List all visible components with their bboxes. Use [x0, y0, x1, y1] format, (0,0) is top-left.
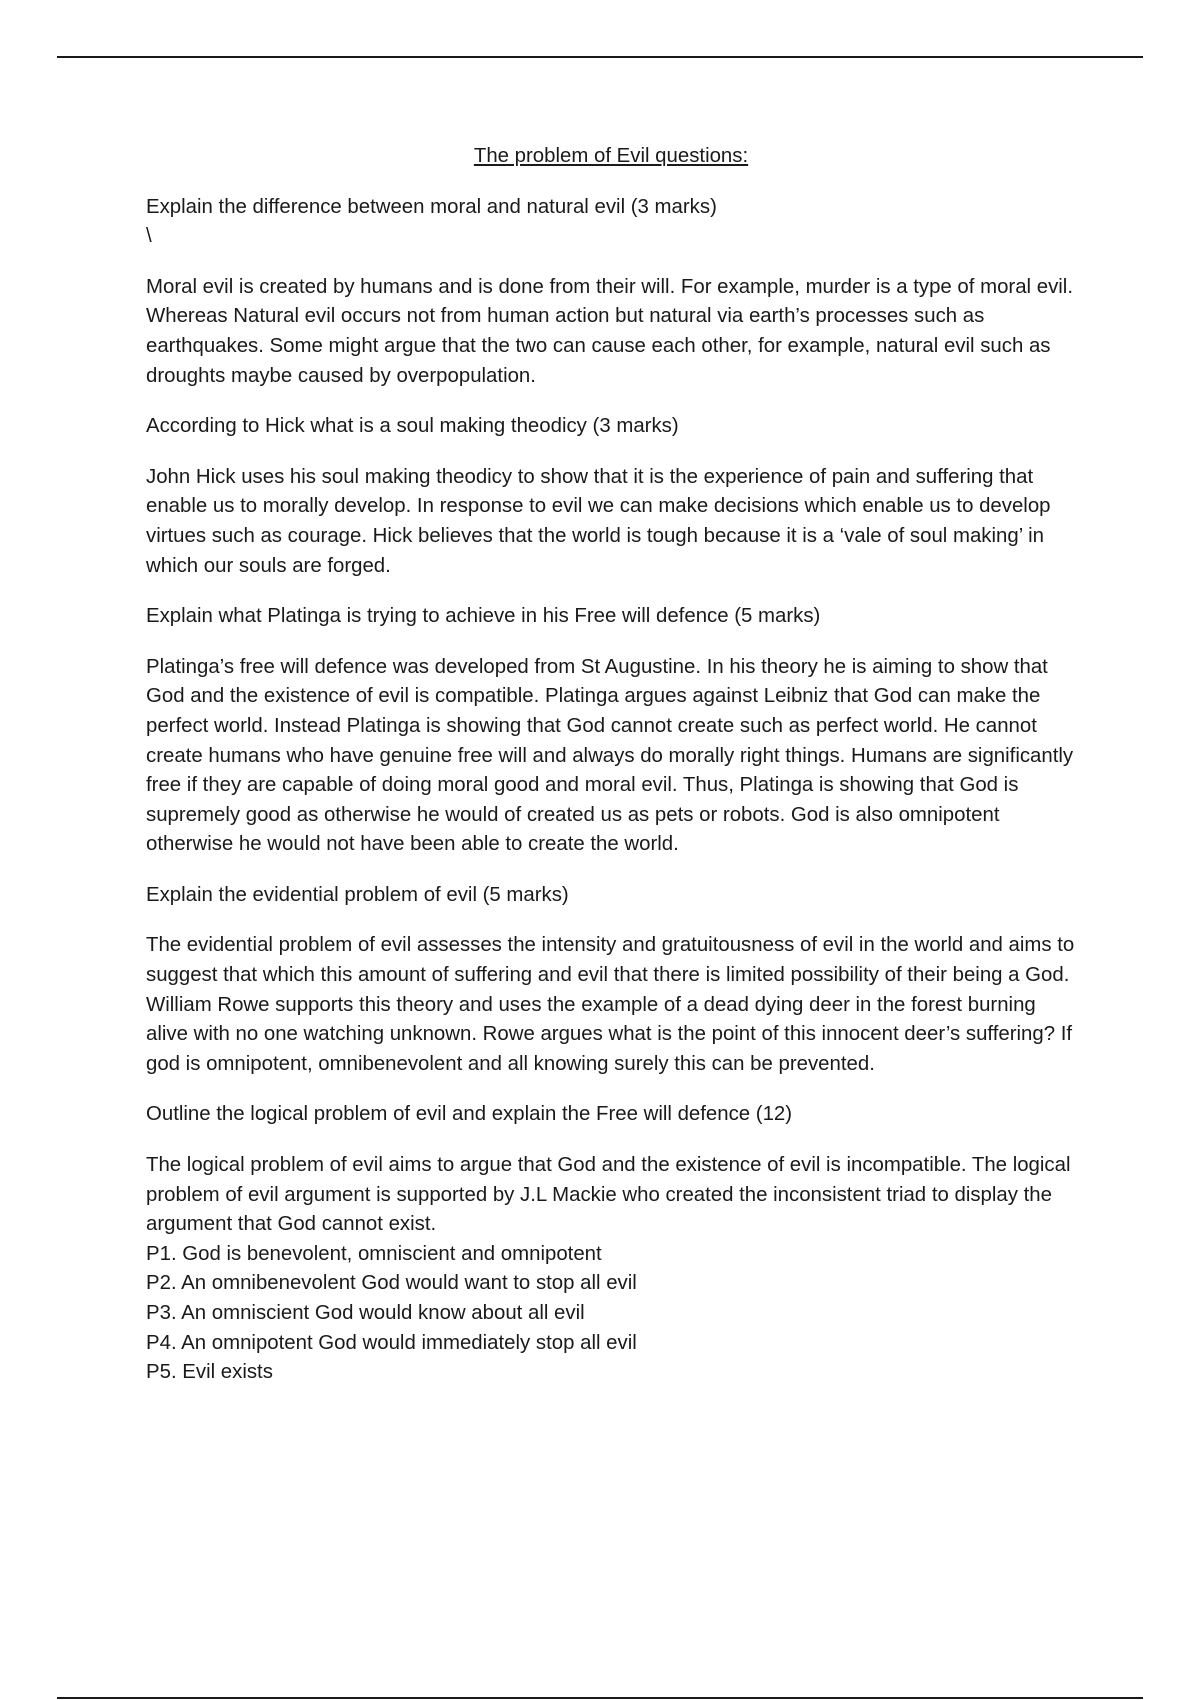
premise-2: P2. An omnibenevolent God would want to stop all evil	[146, 1272, 637, 1295]
premise-1: P1. God is benevolent, omniscient and omnipotent	[146, 1242, 602, 1265]
spacer	[146, 910, 1076, 931]
question-1: Explain the difference between moral and natural evil (3 marks)	[146, 195, 717, 218]
stray-backslash: \	[146, 225, 152, 248]
spacer	[146, 632, 1076, 653]
premise-3: P3. An omniscient God would know about all evil	[146, 1302, 585, 1324]
answer-2: John Hick uses his soul making theodicy to show that it is the experience of pain and suffering that enable us to morally develop. In response to evil we can make decisions which enable us to develop virtues such as courage. Hick believes that the world is tough because it is a ‘vale of soul making’ in which our souls are forged.	[146, 465, 1051, 577]
answer-1: Moral evil is created by humans and is done from their will. For example, murder is a type of moral evil. Whereas Natural evil occurs not from human action but natural via earth’s processes such as earthquakes. Some might argue that the two can cause each other, for example, natural evil such as droughts maybe caused by overpopulation.	[146, 275, 1074, 387]
footer-rule	[57, 1697, 1143, 1699]
document-body	[146, 142, 1076, 1388]
question-3: Explain what Platinga is trying to achieve in his Free will defence (5 marks)	[146, 605, 821, 628]
header-rule	[57, 56, 1143, 58]
answer-5: The logical problem of evil aims to argue that God and the existence of evil is incompatible. The logical problem of evil argument is supported by J.L Mackie who created the inconsistent triad to display the argument that God cannot exist.	[146, 1154, 1071, 1236]
answer-3: Platinga’s free will defence was developed from St Augustine. In his theory he is aiming to show that God and the existence of evil is compatible. Platinga argues against Leibniz that God can make the perfect world. Instead Platinga is showing that God cannot create such as perfect world. He cannot create humans who have genuine free will and always do morally right things. Humans are significantly free if they are capable of doing moral good and moral evil. Thus, Platinga is showing that God is supremely good as otherwise he would of created us as pets or robots. God is also omnipotent otherwise he would not have been able to create the world.	[146, 655, 1074, 856]
premise-5: P5. Evil exists	[146, 1361, 273, 1384]
spacer	[146, 1130, 1076, 1151]
question-2: According to Hick what is a soul making theodicy (3 marks)	[146, 415, 679, 438]
question-4: Explain the evidential problem of evil (5 marks)	[146, 883, 569, 906]
document-title: The problem of Evil questions:	[473, 145, 749, 167]
question-5: Outline the logical problem of evil and explain the Free will defence (12)	[146, 1103, 793, 1126]
spacer	[146, 442, 1076, 463]
answer-4: The evidential problem of evil assesses the intensity and gratuitousness of evil in the world and aims to suggest that which this amount of suffering and evil that there is limited possibility of their being a God. William Rowe supports this theory and uses the example of a dead dying deer in the forest burning alive with no one watching unknown. Rowe argues what is the point of this innocent deer’s suffering? If god is omnipotent, omnibenevolent and all knowing surely this can be prevented.	[146, 934, 1075, 1075]
premise-4: P4. An omnipotent God would immediately stop all evil	[146, 1331, 637, 1354]
